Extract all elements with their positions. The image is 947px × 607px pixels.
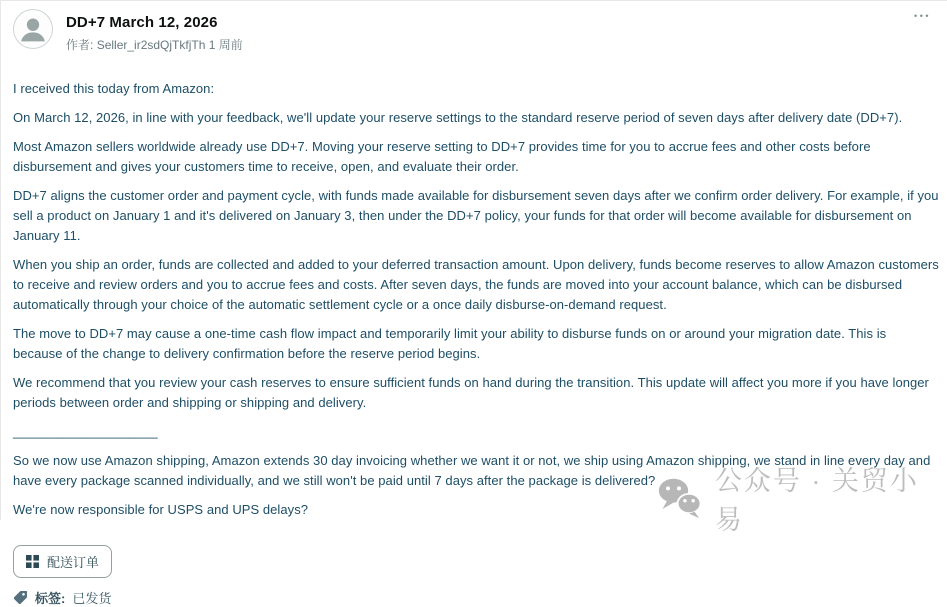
post-paragraph: So we now use Amazon shipping, Amazon extends 30 day invoicing whether we want it or not, we ship using Amazon shipping, we stand in line every day and have every package scanned individually, and we still won't be paid until 7 days after the package is delivered? [13,453,931,488]
post-header [13,9,939,53]
person-icon [14,10,52,48]
tags-row [13,588,939,607]
ship-orders-button-label: 配送订单 [47,555,100,570]
post-body [13,79,939,520]
author-name[interactable]: Seller_ir2sdQjTkfjTh [96,38,206,52]
grid-icon [26,555,39,568]
posted-ago: 1 周前 [208,38,243,52]
forum-post-page [1,1,947,607]
tag-icon [13,590,28,605]
post-paragraph: The move to DD+7 may cause a one-time cash flow impact and temporarily limit your ability to disburse funds on or around your migration date. This is because of the change to delivery confirmation before the reserve period begins. [13,326,887,361]
post-menu-icon[interactable]: ••• [914,11,931,21]
ship-orders-button[interactable] [13,545,112,578]
byline [66,36,243,53]
post-title: DD+7 March 12, 2026 [66,14,218,31]
post-paragraph: I received this today from Amazon: [13,81,215,96]
divider-line: ____________________ [13,424,158,439]
post-paragraph: We're now responsible for USPS and UPS delays? [13,502,309,517]
post-paragraph: Most Amazon sellers worldwide already use DD+7. Moving your reserve setting to DD+7 provides time for you to accrue fees and other costs before disbursement and gives your customers time to receive, open, and evaluate their order. [13,139,871,174]
watermark-text: 公众号 · 关贸小易 [714,466,919,535]
post-paragraph: DD+7 aligns the customer order and payment cycle, with funds made available for disbursement seven days after we confirm order delivery. For example, if you sell a product on January 1 and it's delivered on January 3, then under the DD+7 policy, your funds for that order will become available for disbursement on January 11. [13,188,939,243]
avatar[interactable] [13,9,53,49]
post-paragraph: We recommend that you review your cash reserves to ensure sufficient funds on hand during the transition. This update will affect you more if you have longer periods between order and shipping or shipping and delivery. [13,375,929,410]
author-label: 作者: [66,38,94,52]
post-paragraph: On March 12, 2026, in line with your feedback, we'll update your reserve settings to the standard reserve period of seven days after delivery date (DD+7). [13,110,903,125]
post-paragraph: When you ship an order, funds are collected and added to your deferred transaction amount. Upon delivery, funds become reserves to allow Amazon customers to receive and review orders and you to accrue fees and costs. After seven days, the funds are moved into your account balance, which can be disbursed automatically through your choice of the automatic settlement cycle or a once daily disburse-on-demand request. [13,257,939,312]
tags-label: 标签: [35,591,66,606]
tag-shipped[interactable]: 已发货 [72,591,112,606]
post-header-text [66,9,243,53]
